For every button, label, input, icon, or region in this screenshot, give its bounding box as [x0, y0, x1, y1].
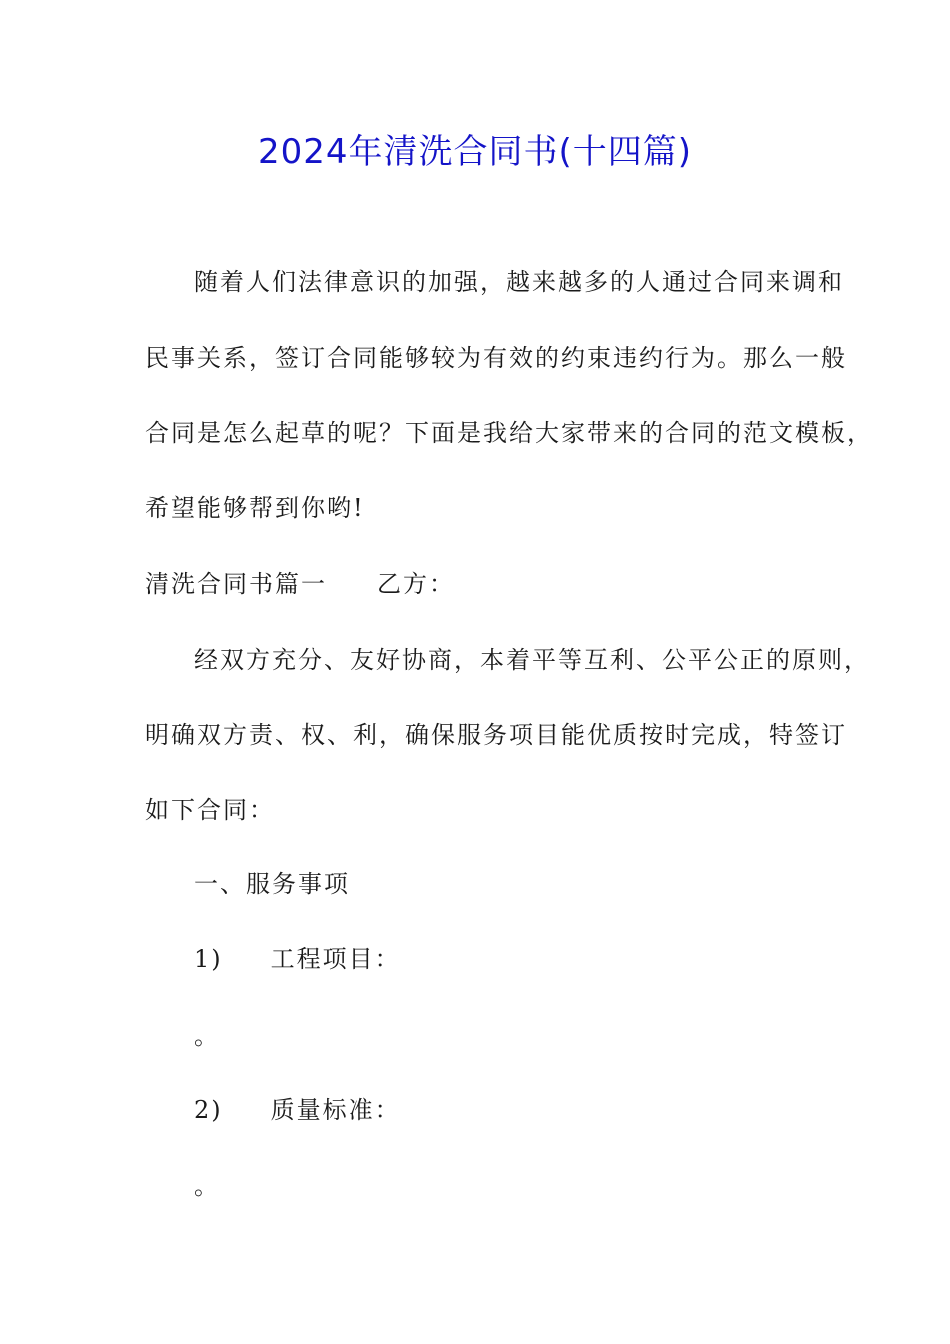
- section-heading: [145, 566, 455, 602]
- intro-line-3: 合同是怎么起草的呢？下面是我给大家带来的合同的范文模板，: [145, 419, 873, 447]
- item-2-number: 2): [194, 1096, 223, 1124]
- clause-1-heading: 一、服务事项: [194, 870, 350, 898]
- item-1-number: 1): [194, 945, 223, 973]
- item-2-label: 质量标准：: [270, 1096, 401, 1124]
- body-line-2: 明确双方责、权、利，确保服务项目能优质按时完成，特签订: [145, 721, 847, 749]
- item-2-value: 。: [194, 1172, 220, 1200]
- item-1-value: 。: [194, 1022, 220, 1050]
- intro-line-4: 希望能够帮到你哟!: [145, 494, 365, 522]
- item-2: [194, 1092, 401, 1128]
- document-title: 2024年清洗合同书(十四篇): [257, 132, 693, 172]
- party-b-label: 乙方：: [377, 570, 455, 598]
- body-line-1: 经双方充分、友好协商，本着平等互利、公平公正的原则，: [194, 646, 870, 674]
- item-1-label: 工程项目：: [270, 945, 401, 973]
- intro-line-1: 随着人们法律意识的加强，越来越多的人通过合同来调和: [194, 268, 844, 296]
- item-1: [194, 941, 401, 977]
- section-heading-label: 清洗合同书篇一: [145, 570, 327, 598]
- intro-line-2: 民事关系，签订合同能够较为有效的约束违约行为。那么一般: [145, 344, 847, 372]
- body-line-3: 如下合同：: [145, 796, 275, 824]
